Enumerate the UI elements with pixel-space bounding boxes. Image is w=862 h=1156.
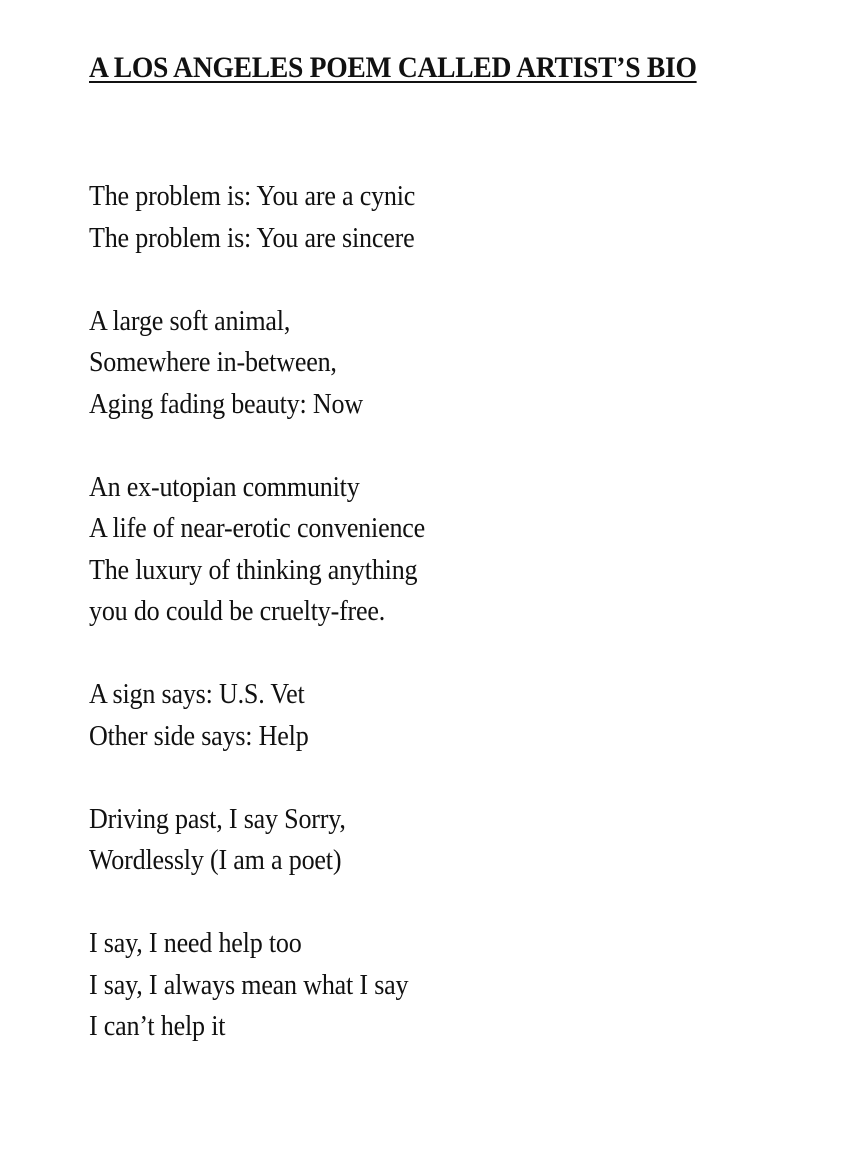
poem-line: I say, I need help too xyxy=(89,928,302,959)
stanza-5 xyxy=(89,799,450,882)
poem-line: I say, I always mean what I say xyxy=(89,969,409,1001)
poem-line: Aging fading beauty: Now xyxy=(89,388,363,420)
poem-line: An ex-utopian community xyxy=(89,471,360,503)
poem-line: Wordlessly (I am a poet) xyxy=(89,845,342,876)
poem-line: A large soft animal, xyxy=(89,305,291,337)
poem-body xyxy=(89,176,450,1089)
stanza-1 xyxy=(89,176,450,259)
poem-line: A life of near-erotic convenience xyxy=(89,513,426,544)
poem-line: A sign says: U.S. Vet xyxy=(89,679,305,710)
poem-line: Somewhere in-between, xyxy=(89,347,337,378)
stanza-6 xyxy=(89,923,450,1048)
poem-line: The problem is: You are sincere xyxy=(89,222,415,254)
poem-line: you do could be cruelty-free. xyxy=(89,596,386,627)
stanza-2 xyxy=(89,301,450,426)
poem-title: A LOS ANGELES POEM CALLED ARTIST’S BIO xyxy=(89,52,697,84)
stanza-4 xyxy=(89,674,450,757)
poem-line: The luxury of thinking anything xyxy=(89,554,418,586)
stanza-3 xyxy=(89,467,450,633)
poem-line: Other side says: Help xyxy=(89,720,309,752)
poem-line: Driving past, I say Sorry, xyxy=(89,803,346,835)
poem-line: I can’t help it xyxy=(89,1011,226,1042)
poem-line: The problem is: You are a cynic xyxy=(89,181,416,212)
